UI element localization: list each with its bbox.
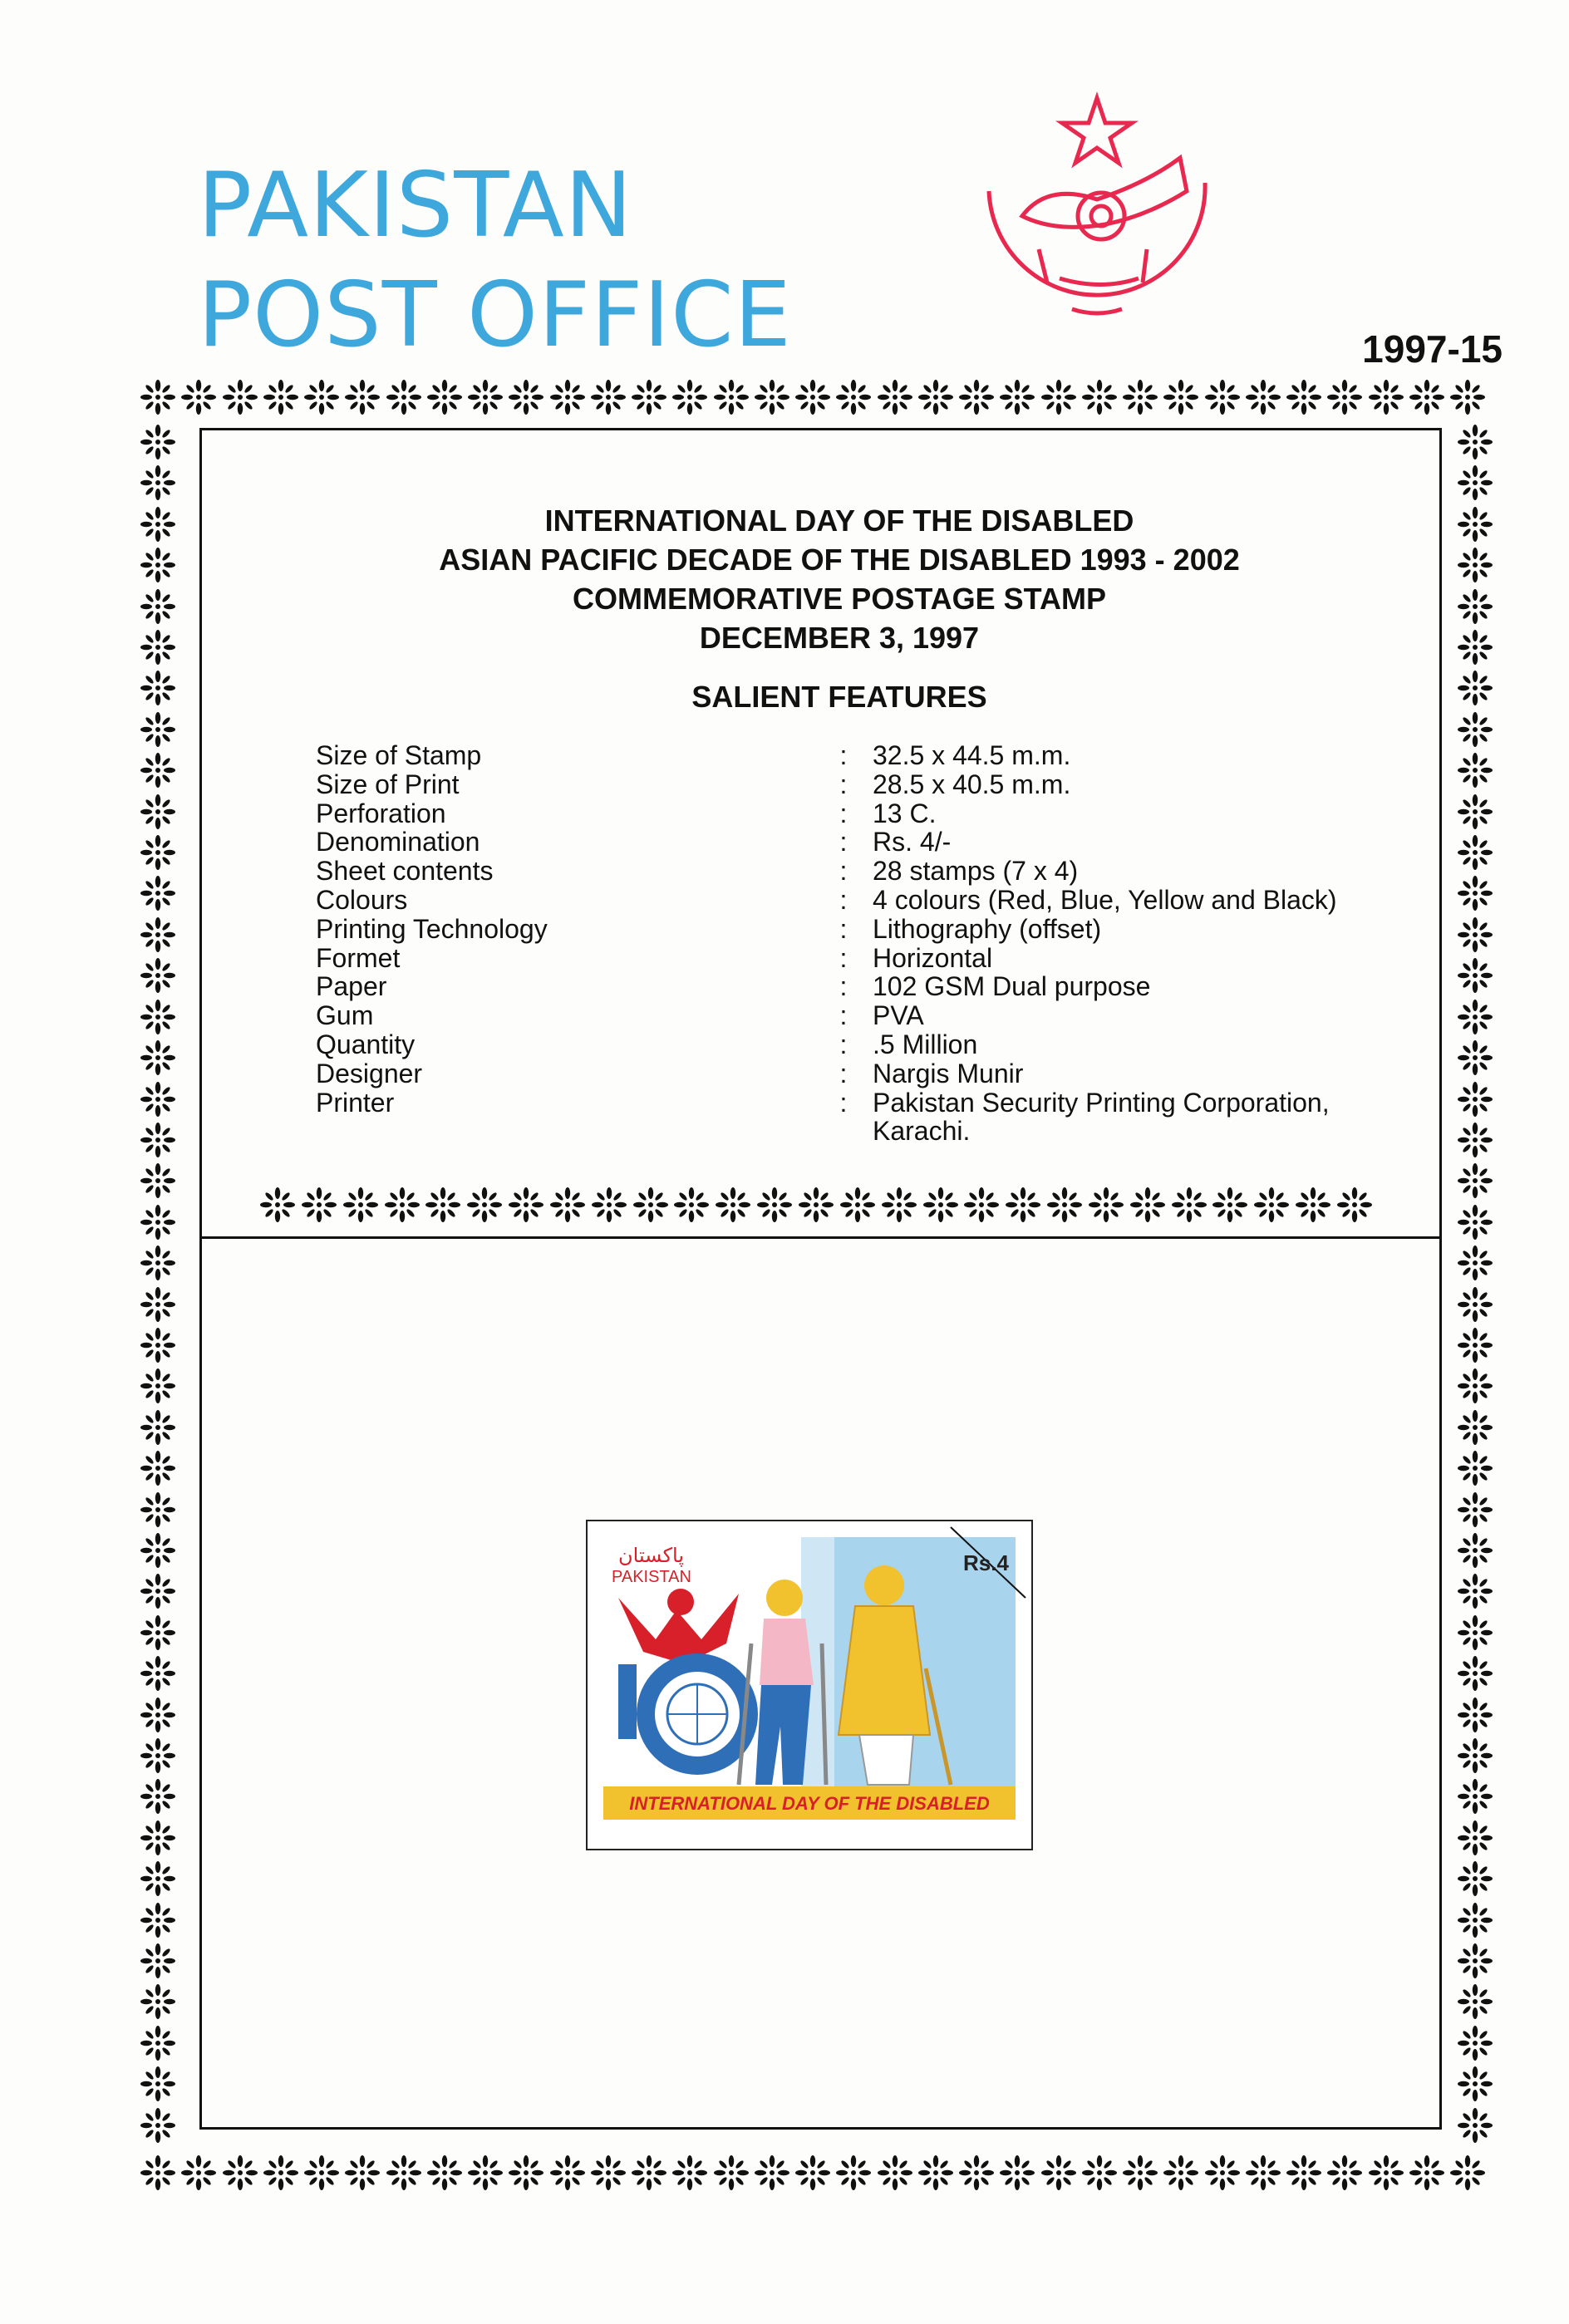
ornament-flower-icon <box>835 379 872 415</box>
ornament-flower-icon <box>140 794 176 830</box>
ornament-flower-icon <box>881 1187 917 1223</box>
ornament-flower-icon <box>426 2154 463 2191</box>
feature-value: .5 Million <box>873 1029 978 1059</box>
ornament-flower-icon <box>713 2154 750 2191</box>
ornament-flower-icon <box>180 379 217 415</box>
ornament-flower-icon <box>140 1532 176 1569</box>
ornament-flower-icon <box>1457 999 1493 1035</box>
ornament-flower-icon <box>344 379 381 415</box>
ornament-flower-icon <box>963 1187 1000 1223</box>
ornament-flower-icon <box>1326 379 1363 415</box>
ornament-flower-icon <box>140 2154 176 2191</box>
ornament-flower-icon <box>798 1187 834 1223</box>
ornament-flower-icon <box>1457 711 1493 748</box>
feature-label: Colours <box>316 884 408 915</box>
ornament-flower-icon <box>754 2154 790 2191</box>
feature-colon: : <box>839 942 848 973</box>
stamp-caption: INTERNATIONAL DAY OF THE DISABLED <box>629 1793 990 1814</box>
ornament-flower-icon <box>140 711 176 748</box>
feature-colon: : <box>839 1029 848 1059</box>
ornament-flower-icon <box>1449 379 1486 415</box>
feature-colon: : <box>839 884 848 915</box>
ornament-flower-icon <box>1457 424 1493 460</box>
ornament-flower-icon <box>1457 1204 1493 1241</box>
feature-row <box>316 944 1396 973</box>
ornament-flower-icon <box>835 2154 872 2191</box>
features-table <box>316 741 1396 1146</box>
ornament-flower-icon <box>222 379 258 415</box>
ornament-flower-icon <box>508 2154 544 2191</box>
ornament-flower-icon <box>1457 957 1493 994</box>
bulletin-number: 1997-15 <box>1362 327 1503 371</box>
stamp-image <box>585 1519 1034 1851</box>
ornament-flower-icon <box>1457 1039 1493 1076</box>
feature-colon: : <box>839 798 848 828</box>
ornamental-border-bottom <box>140 2148 1486 2198</box>
feature-value: PVA <box>873 1000 924 1031</box>
feature-row <box>316 1030 1396 1059</box>
ornament-flower-icon <box>140 1820 176 1856</box>
feature-row <box>316 857 1396 886</box>
feature-value: Lithography (offset) <box>873 913 1102 944</box>
feature-row <box>316 770 1396 799</box>
feature-value: Horizontal <box>873 942 993 973</box>
ornament-flower-icon <box>1457 670 1493 706</box>
ornament-flower-icon <box>140 1778 176 1815</box>
feature-value: Rs. 4/- <box>873 827 952 857</box>
feature-row <box>316 741 1396 770</box>
ornament-flower-icon <box>1457 1983 1493 2020</box>
ornament-flower-icon <box>140 916 176 953</box>
feature-colon: : <box>839 1087 848 1118</box>
feature-label: Perforation <box>316 798 446 828</box>
ornament-flower-icon <box>671 2154 708 2191</box>
ornament-flower-icon <box>303 2154 340 2191</box>
feature-value: 32.5 x 44.5 m.m. <box>873 740 1071 770</box>
ornament-flower-icon <box>140 1614 176 1651</box>
ornament-flower-icon <box>140 1204 176 1241</box>
ornament-flower-icon <box>140 1081 176 1118</box>
title-pakistan: PAKISTAN <box>198 154 633 258</box>
ornament-flower-icon <box>140 464 176 501</box>
ornament-flower-icon <box>140 1983 176 2020</box>
feature-colon: : <box>839 1058 848 1088</box>
ornament-flower-icon <box>1457 464 1493 501</box>
ornament-flower-icon <box>1457 794 1493 830</box>
feature-label: Printing Technology <box>316 913 548 944</box>
ornament-flower-icon <box>263 379 299 415</box>
feature-value: 13 C. <box>873 798 937 828</box>
ornament-flower-icon <box>301 1187 337 1223</box>
feature-colon: : <box>839 913 848 944</box>
feature-label: Sheet contents <box>316 856 494 887</box>
ornament-flower-icon <box>1457 1820 1493 1856</box>
ornament-flower-icon <box>1163 2154 1199 2191</box>
feature-colon: : <box>839 1000 848 1031</box>
ornament-flower-icon <box>140 1409 176 1446</box>
ornament-flower-icon <box>1005 1187 1041 1223</box>
post-office-emblem <box>956 91 1238 357</box>
ornament-flower-icon <box>754 379 790 415</box>
ornament-flower-icon <box>671 379 708 415</box>
ornament-flower-icon <box>1129 1187 1166 1223</box>
ornament-flower-icon <box>839 1187 876 1223</box>
feature-colon: : <box>839 769 848 799</box>
title-post-office: POST OFFICE <box>198 263 792 367</box>
feature-value: 4 colours (Red, Blue, Yellow and Black) <box>873 884 1337 915</box>
ornament-flower-icon <box>1457 1122 1493 1158</box>
ornament-flower-icon <box>508 379 544 415</box>
ornament-flower-icon <box>1457 1614 1493 1651</box>
ornament-flower-icon <box>140 547 176 583</box>
ornament-flower-icon <box>425 1187 461 1223</box>
feature-colon: : <box>839 856 848 887</box>
ornament-flower-icon <box>140 1039 176 1076</box>
ornament-flower-icon <box>631 379 667 415</box>
ornament-flower-icon <box>1286 2154 1322 2191</box>
feature-value: 28 stamps (7 x 4) <box>873 856 1079 887</box>
feature-label: Designer <box>316 1058 423 1088</box>
ornament-flower-icon <box>1457 588 1493 625</box>
ornament-flower-icon <box>590 379 627 415</box>
ornament-flower-icon <box>140 1737 176 1774</box>
feature-colon: : <box>839 740 848 770</box>
ornament-flower-icon <box>1171 1187 1207 1223</box>
feature-label: Gum <box>316 1000 374 1031</box>
ornament-flower-icon <box>1204 379 1241 415</box>
ornament-flower-icon <box>140 670 176 706</box>
ornament-flower-icon <box>922 1187 959 1223</box>
salient-features-title: SALIENT FEATURES <box>691 680 987 714</box>
ornament-flower-icon <box>1336 1187 1373 1223</box>
feature-row <box>316 886 1396 915</box>
ornament-flower-icon <box>140 1697 176 1733</box>
feature-row <box>316 972 1396 1001</box>
feature-label: Size of Stamp <box>316 740 482 770</box>
ornament-flower-icon <box>1457 1902 1493 1938</box>
ornament-flower-icon <box>877 379 913 415</box>
ornament-flower-icon <box>1457 1737 1493 1774</box>
ornament-flower-icon <box>1457 1532 1493 1569</box>
ornament-flower-icon <box>140 1655 176 1692</box>
ornament-flower-icon <box>1457 834 1493 871</box>
ornamental-border-left <box>133 424 183 2144</box>
ornament-flower-icon <box>140 1286 176 1323</box>
ornament-flower-icon <box>140 1162 176 1199</box>
ornament-flower-icon <box>140 1327 176 1363</box>
ornament-flower-icon <box>549 379 586 415</box>
heading-line-4: DECEMBER 3, 1997 <box>699 621 980 655</box>
ornament-flower-icon <box>1046 1187 1083 1223</box>
ornament-flower-icon <box>917 379 954 415</box>
ornament-flower-icon <box>259 1187 296 1223</box>
ornament-flower-icon <box>549 1187 586 1223</box>
stamp-country: PAKISTAN <box>612 1568 691 1586</box>
ornament-flower-icon <box>1286 379 1322 415</box>
feature-row <box>316 1088 1396 1118</box>
ornament-flower-icon <box>590 2154 627 2191</box>
ornament-flower-icon <box>303 379 340 415</box>
ornament-flower-icon <box>631 2154 667 2191</box>
ornament-flower-icon <box>1457 1491 1493 1528</box>
ornament-flower-icon <box>958 379 995 415</box>
stamp-denomination: Rs.4 <box>963 1550 1009 1575</box>
ornament-flower-icon <box>1457 1162 1493 1199</box>
ornament-flower-icon <box>673 1187 710 1223</box>
ornament-flower-icon <box>1457 1697 1493 1733</box>
ornamental-border-right <box>1450 424 1500 2144</box>
heading-line-2: ASIAN PACIFIC DECADE OF THE DISABLED 1993 - 2002 <box>439 543 1240 577</box>
ornamental-border-top <box>140 372 1486 422</box>
ornament-flower-icon <box>1457 2107 1493 2144</box>
ornament-flower-icon <box>1204 2154 1241 2191</box>
ornament-flower-icon <box>794 2154 831 2191</box>
ornament-flower-icon <box>140 2066 176 2102</box>
ornament-flower-icon <box>1457 2066 1493 2102</box>
ornamental-divider <box>259 1184 1373 1226</box>
ornament-flower-icon <box>1449 2154 1486 2191</box>
ornament-flower-icon <box>999 2154 1035 2191</box>
feature-row <box>316 799 1396 828</box>
ornament-flower-icon <box>1457 1450 1493 1486</box>
ornament-flower-icon <box>1368 379 1404 415</box>
ornament-flower-icon <box>549 2154 586 2191</box>
ornament-flower-icon <box>426 379 463 415</box>
ornament-flower-icon <box>1457 1943 1493 1979</box>
ornament-flower-icon <box>263 2154 299 2191</box>
ornament-flower-icon <box>591 1187 627 1223</box>
ornament-flower-icon <box>140 1860 176 1897</box>
ornament-flower-icon <box>386 2154 422 2191</box>
printer-continuation: Karachi. <box>873 1116 971 1147</box>
ornament-flower-icon <box>1409 2154 1445 2191</box>
feature-value: 102 GSM Dual purpose <box>873 971 1151 1002</box>
ornament-flower-icon <box>1457 2025 1493 2061</box>
ornament-flower-icon <box>1295 1187 1331 1223</box>
section-divider <box>199 1236 1442 1239</box>
ornament-flower-icon <box>715 1187 751 1223</box>
ornament-flower-icon <box>140 629 176 666</box>
ornament-flower-icon <box>1457 506 1493 543</box>
ornament-flower-icon <box>1088 1187 1124 1223</box>
heading-line-1: INTERNATIONAL DAY OF THE DISABLED <box>544 504 1134 538</box>
feature-label: Formet <box>316 942 401 973</box>
ornament-flower-icon <box>1163 379 1199 415</box>
ornament-flower-icon <box>140 1943 176 1979</box>
feature-row <box>316 1059 1396 1088</box>
ornament-flower-icon <box>140 957 176 994</box>
ornament-flower-icon <box>1457 916 1493 953</box>
ornament-flower-icon <box>958 2154 995 2191</box>
ornament-flower-icon <box>1457 1286 1493 1323</box>
ornament-flower-icon <box>140 379 176 415</box>
feature-label: Size of Print <box>316 769 460 799</box>
ornament-flower-icon <box>1457 1655 1493 1692</box>
ornament-flower-icon <box>1457 1778 1493 1815</box>
ornament-flower-icon <box>999 379 1035 415</box>
ornament-flower-icon <box>140 1368 176 1404</box>
ornament-flower-icon <box>1457 1409 1493 1446</box>
feature-row <box>316 915 1396 944</box>
ornament-flower-icon <box>1122 2154 1158 2191</box>
feature-colon: : <box>839 971 848 1002</box>
ornament-flower-icon <box>1081 379 1118 415</box>
ornament-flower-icon <box>1253 1187 1290 1223</box>
bulletin-headings <box>249 501 1429 657</box>
ornament-flower-icon <box>140 1491 176 1528</box>
ornament-flower-icon <box>1040 379 1077 415</box>
ornament-flower-icon <box>467 379 504 415</box>
feature-value: Pakistan Security Printing Corporation, <box>873 1087 1330 1118</box>
ornament-flower-icon <box>1212 1187 1248 1223</box>
ornament-flower-icon <box>140 424 176 460</box>
ornament-flower-icon <box>794 379 831 415</box>
feature-label: Printer <box>316 1087 395 1118</box>
feature-value: 28.5 x 40.5 m.m. <box>873 769 1071 799</box>
ornament-flower-icon <box>1245 2154 1281 2191</box>
ornament-flower-icon <box>1457 547 1493 583</box>
ornament-flower-icon <box>1326 2154 1363 2191</box>
ornament-flower-icon <box>1409 379 1445 415</box>
ornament-flower-icon <box>140 1573 176 1609</box>
ornament-flower-icon <box>1245 379 1281 415</box>
ornament-flower-icon <box>756 1187 793 1223</box>
feature-row <box>316 828 1396 857</box>
feature-value: Nargis Munir <box>873 1058 1024 1088</box>
ornament-flower-icon <box>1457 1327 1493 1363</box>
ornament-flower-icon <box>1368 2154 1404 2191</box>
ornament-flower-icon <box>384 1187 421 1223</box>
ornament-flower-icon <box>180 2154 217 2191</box>
feature-colon: : <box>839 827 848 857</box>
ornament-flower-icon <box>713 379 750 415</box>
ornament-flower-icon <box>1040 2154 1077 2191</box>
stamp-urdu-country: پاکستان <box>618 1544 685 1567</box>
ornament-flower-icon <box>632 1187 669 1223</box>
ornament-flower-icon <box>1457 1860 1493 1897</box>
ornament-flower-icon <box>877 2154 913 2191</box>
ornament-flower-icon <box>342 1187 379 1223</box>
ornament-flower-icon <box>467 2154 504 2191</box>
ornament-flower-icon <box>140 1450 176 1486</box>
ornament-flower-icon <box>140 506 176 543</box>
feature-row <box>316 1001 1396 1030</box>
ornament-flower-icon <box>140 2107 176 2144</box>
ornament-flower-icon <box>1457 1081 1493 1118</box>
ornament-flower-icon <box>1122 379 1158 415</box>
ornament-flower-icon <box>140 1122 176 1158</box>
ornament-flower-icon <box>1457 1368 1493 1404</box>
ornament-flower-icon <box>1457 875 1493 911</box>
heading-line-3: COMMEMORATIVE POSTAGE STAMP <box>572 582 1106 616</box>
ornament-flower-icon <box>1457 1573 1493 1609</box>
ornament-flower-icon <box>140 834 176 871</box>
ornament-flower-icon <box>344 2154 381 2191</box>
feature-label: Quantity <box>316 1029 416 1059</box>
ornament-flower-icon <box>140 1902 176 1938</box>
header-title <box>198 151 792 371</box>
ornament-flower-icon <box>140 875 176 911</box>
ornament-flower-icon <box>140 2025 176 2061</box>
ornament-flower-icon <box>1081 2154 1118 2191</box>
ornament-flower-icon <box>140 1245 176 1281</box>
ornament-flower-icon <box>140 999 176 1035</box>
ornament-flower-icon <box>466 1187 503 1223</box>
ornament-flower-icon <box>222 2154 258 2191</box>
ornament-flower-icon <box>1457 1245 1493 1281</box>
ornament-flower-icon <box>386 379 422 415</box>
ornament-flower-icon <box>917 2154 954 2191</box>
ornament-flower-icon <box>508 1187 544 1223</box>
ornament-flower-icon <box>140 752 176 789</box>
ornament-flower-icon <box>1457 752 1493 789</box>
feature-label: Denomination <box>316 827 480 857</box>
ornament-flower-icon <box>1457 629 1493 666</box>
ornament-flower-icon <box>140 588 176 625</box>
feature-label: Paper <box>316 971 387 1002</box>
